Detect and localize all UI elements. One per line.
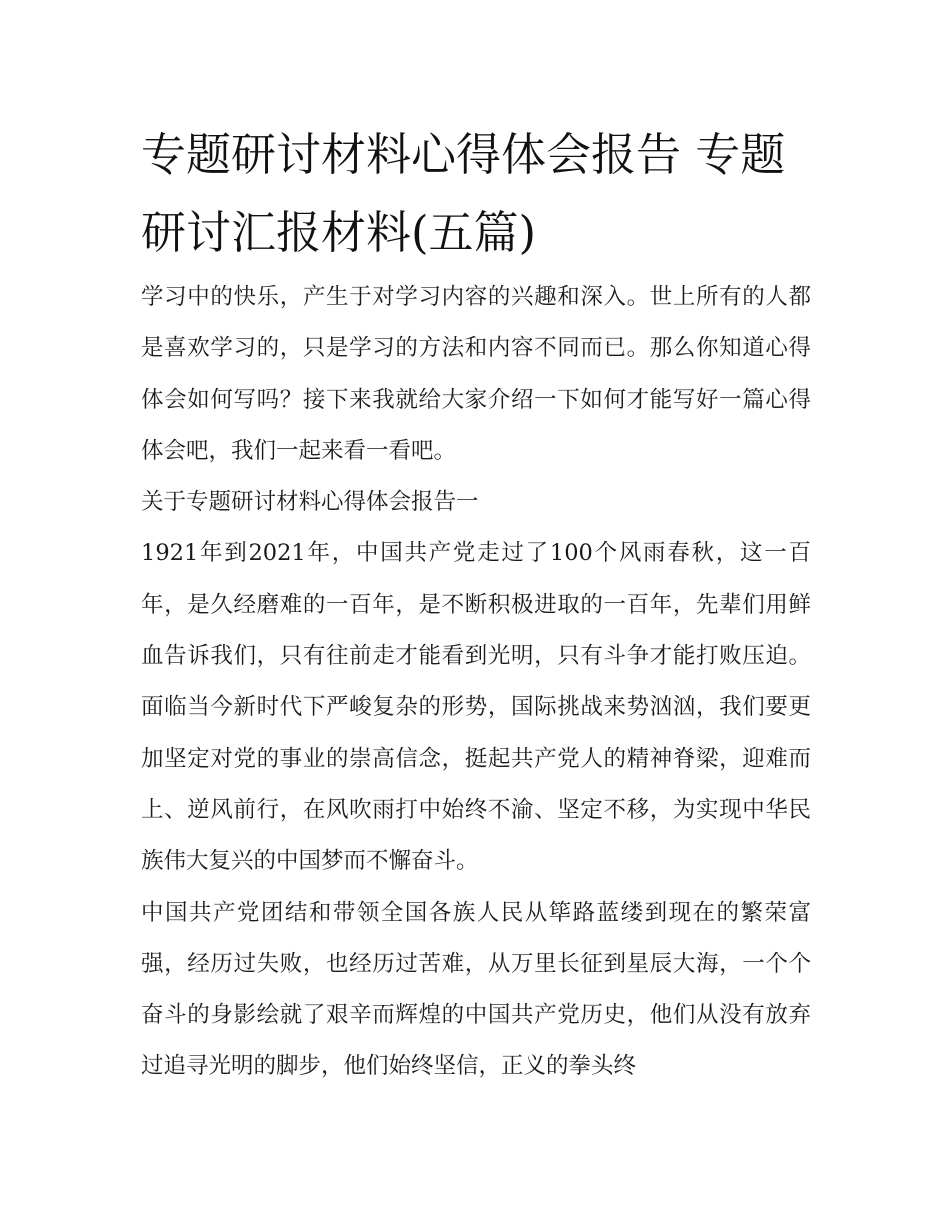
intro-paragraph: 学习中的快乐，产生于对学习内容的兴趣和深入。世上所有的人都是喜欢学习的，只是学习的方法和内容不同而已。那么你知道心得体会如何写吗？接下来我就给大家介绍一下如何才能写好一篇心得体会吧，我们一起来看一看吧。	[141, 284, 811, 464]
body-paragraph: 中国共产党团结和带领全国各族人民从筚路蓝缕到现在的繁荣富强，经历过失败，也经历过苦难，从万里长征到星辰大海，一个个奋斗的身影绘就了艰辛而辉煌的中国共产党历史，他们从没有放弃过追寻光明的脚步，他们始终坚信，正义的拳头终	[141, 899, 811, 1080]
body-paragraph: 1921年到2021年，中国共产党走过了100个风雨春秋，这一百年，是久经磨难的一百年，是不断积极进取的一百年，先辈们用鲜血告诉我们，只有往前走才能看到光明，只有斗争才能打败压迫。面临当今新时代下严峻复杂的形势，国际挑战来势汹汹，我们要更加坚定对党的事业的崇高信念，挺起共产党人的精神脊梁，迎难而上、逆风前行，在风吹雨打中始终不渝、坚定不移，为实现中华民族伟大复兴的中国梦而不懈奋斗。	[141, 540, 811, 875]
section-heading: 关于专题研讨材料心得体会报告一	[141, 489, 479, 516]
document-title: 专题研讨材料心得体会报告 专题研讨汇报材料(五篇)	[141, 128, 786, 259]
document-body	[141, 116, 811, 1093]
